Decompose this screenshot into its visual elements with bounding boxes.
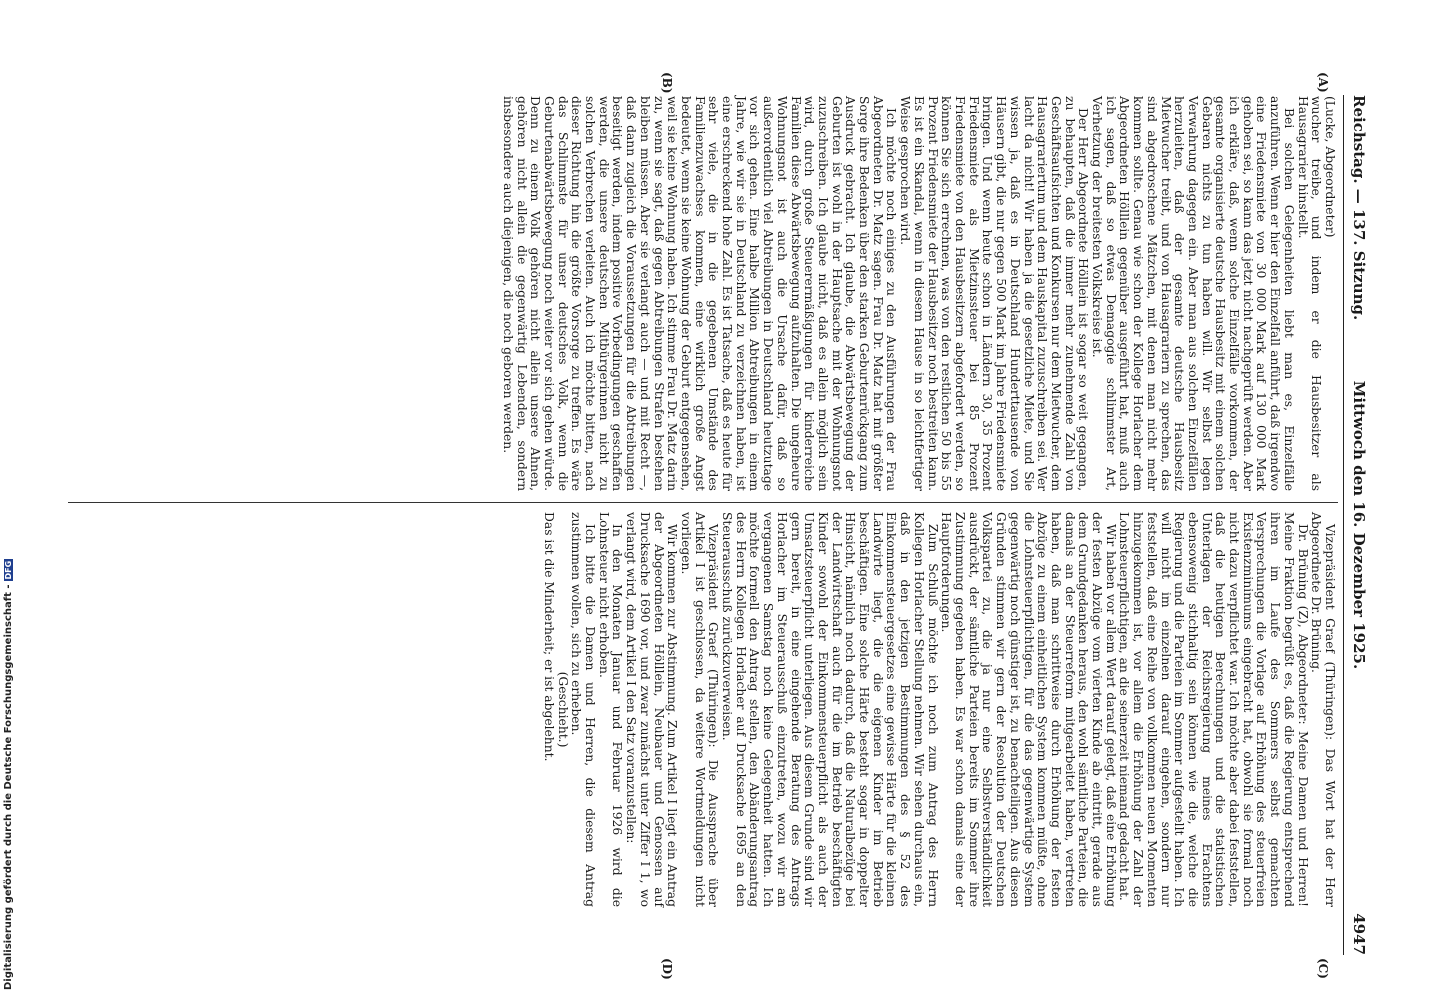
margin-mark-c: (C) [1316, 958, 1330, 979]
paragraph: (Geschieht.) [555, 671, 570, 748]
paragraph: (Lucke, Abgeordneter) [1323, 96, 1337, 238]
paragraph: In den Monaten Januar und Februar 1926 wird die Lohnsteuer nicht erhoben. [596, 512, 625, 907]
header-session: Reichstag. — 137. Sitzung. [1350, 95, 1368, 321]
right-column [541, 512, 1336, 907]
paragraph: Vizepräsident Graef (Thüringen): Die Aussprache über Artikel I ist geschlossen, da weitere Wortmeldungen nicht vorliegen. [678, 512, 721, 907]
paragraph: Ich möchte noch einiges zu den Ausführungen der Frau Abgeordneten Dr. Matz sagen. Frau Dr. Matz hat mit größter Sorge ihre Bedenken über den starken Geburtenrückgang zum Ausdruck gebracht. Ich glaube, die Abwärtsbewegung der Geburten ist wohl in der Hauptsache mit der Wohnungsnot zuzuschreiben. Ich glaube nicht, daß es allein möglich sein wird, durch große Steuerermäßigungen für kinderreiche Familien diese Abwärtsbewegung aufzuhalten. Die ungeheure Wohnungsnot ist auch die Ursache dafür, daß so außerordentlich viel Abtreibungen in Deutschland heutzutage vor sich gehen. Eine halbe Million Abtreibungen in einem Jahre, wie wir sie in Deutschland zu verzeichnen haben, ist eine erschreckend hohe Zahl. Es ist Tatsache, daß es heute für sehr viele, die in die gegebenen Umstände des Familienzuwachses kommen, eine wirklich große Angst bedeutet, wenn sie keine Wohnung der Geburt entgegensehen, weil sie keine Wohnung haben. Ich stimme Frau Dr. Matz darin zu, wenn sie sagt, daß gegen Abtreibungen Strafen bestehen bleiben müssen. Aber sie verlangt auch — und mit Recht —, daß dann zugleich die Voraussetzungen für die Abtreibungen beseitigt werden, indem positive Vorbedingungen geschaffen werden, die unsere deutschen Mitbürgerinnen nicht zu solchen Verbrechen verleiten. Auch ich möchte bitten, nach dieser Richtung hin die größte Vorsorge zu treffen. Es wäre das Schlimmste für unser deutsches Volk, wenn die Geburtenabwärtsbewegung noch weiter vor sich gehen würde. Denn zu einem Volk gehören nicht allein unsere Ahnen, gehören nicht allein die gegenwärtig Lebenden, sondern insbesondere auch diejenigen, die noch geboren werden. [500, 96, 899, 491]
digitization-text: Digitalisierung gefördert durch die Deutsche Forschungsgemeinschaft - [3, 584, 14, 990]
column-divider [68, 502, 1338, 503]
dfg-logo: DFG [4, 560, 13, 580]
margin-mark-a: (A) [1316, 72, 1330, 93]
paragraph: Zum Schluß möchte ich noch zum Antrag des Herrn Kollegen Horlacher Stellung nehmen. Wir sehen durchaus ein, daß in den jetzigen Bestimmungen des § 52 des Einkommensteuergesetzes eine gewisse Härte für die kleinen Landwirte liegt, die die eigenen Kinder im Betrieb beschäftigen. Eine solche Härte besteht sogar in doppelter Hinsicht, nämlich noch dadurch, daß die Naturalbezüge bei der Landwirtschaft auch für die im Betrieb beschäftigten Kinder sowohl der Einkommensteuerpflicht als auch der Umsatzsteuerpflicht unterliegen. Aus diesem Grunde sind wir gern bereit, in eine eingehende Beratung des Antrags Horlacher im Steuerausschuß einzutreten, wozu wir am vergangenen Samstag noch keine Gelegenheit hatten. Ich möchte formell den Antrag stellen, den Abänderungsantrag des Herrn Kollegen Horlacher auf Drucksache 1695 an den Steuerausschuß zurückzuverweisen. [720, 512, 940, 907]
digitization-note [3, 560, 19, 990]
margin-mark-b: (B) [660, 72, 674, 94]
paragraph: Dr. Brüning (Z), Abgeordneter: Meine Damen und Herren! Meine Fraktion begrüßt es, daß die Regierung entsprechend ihren im Laufe des Sommers selbst gemachten Versprechungen die Vorlage auf Erhöhung des steuerfreien Existenzminimums eingebracht hat, obwohl sie formal noch nicht dazu verpflichtet war. Ich möchte aber dabei feststellen, daß die heutigen Berechnungen und die statistischen Unterlagen der Reichsregierung meines Erachtens ebensowenig stichhaltig sein können wie die, welche die Regierung und die Parteien im Sommer aufgestellt haben. Ich will nicht im einzelnen darauf eingehen, sondern nur feststellen, daß eine Reihe von vollkommen neuen Momenten hinzugekommen ist, vor allem die Erhöhung der Zahl der Lohnsteuerpflichtigen, an die seinerzeit niemand gedacht hat. [1117, 512, 1310, 907]
paragraph: Wir haben vor allem Wert darauf gelegt, daß eine Erhöhung der festen Abzüge vom vierten Kinde ab eintritt, gerade aus dem Grundgedanken heraus, den wohl sämtliche Parteien, die damals an der Steuerreform mitgearbeitet haben, vertreten haben, daß man schrittweise durch Erhöhung der festen Abzüge zu einem einheitlichen System kommen müßte, ohne die Lohnsteuerpflichtigen, für die das gegenwärtige System gegenwärtig noch günstiger ist, zu benachteiligen. Aus diesen Gründen stimmen wir gern der Resolution der Deutschen Volkspartei zu, die ja nur eine Selbstverständlichkeit ausdrückt, der sämtliche Parteien bereits im Sommer ihre Zustimmung gegeben haben. Es war schon damals eine der Hauptforderungen. [939, 512, 1118, 907]
margin-mark-d: (D) [660, 958, 674, 980]
page-header [1346, 95, 1368, 955]
paragraph: Ich bitte die Damen und Herren, die diesem Antrag zustimmen wollen, sich zu erheben. [569, 512, 598, 907]
paragraph: Der Herr Abgeordnete Hölllein ist sogar so weit gegangen, zu behaupten, daß die immer mehr zunehmende Zahl von Geschäftsaufsichten und Konkursen nur dem Mietwucher, dem Hausagrariertum und dem Hauskapital zuzuschreiben sei. Wer lacht da nicht! Wir haben ja die gesetzliche Miete, und Sie wissen ja, daß es in Deutschland Hunderttausende von Häusern gibt, die nur gegen 500 Mark im Jahre Friedensmiete bringen. Und wenn heute schon in Ländern 30, 35 Prozent Friedensmiete als Mietzinssteuer bei 85 Prozent Friedensmiete von den Hausbesitzern abgefordert werden, so können Sie sich errechnen, was von den restlichen 50 bis 55 Prozent Friedensmiete der Hausbesitzer noch bestreiten kann. Es ist ein Skandal, wenn in diesem Hause in so leichtfertiger Weise gesprochen wird. [898, 96, 1091, 491]
header-date: Mittwoch den 16. Dezember 1925. [1350, 380, 1368, 670]
paragraph: Vizepräsident Graef (Thüringen): Das Wort hat der Herr Abgeordnete Dr. Brüning. [1309, 512, 1337, 907]
paragraph: Bei solchen Gelegenheiten liebt man es, Einzelfälle anzuführen. Wenn er hier den Einzelfall anführt, daß irgendwo eine Friedensmiete von 30 000 Mark auf 130 000 Mark gehoben sei, so kann das jetzt nicht nachgeprüft werden. Aber ich erkläre, daß, wenn solche Einzelfälle vorkommen, der gesamte organisierte deutsche Hausbesitz mit einem solchen Gebaren nichts zu tun haben will. Wir selbst legen Verwahrung dagegen ein. Aber man aus solchen Einzelfällen herzuleiten, daß der gesamte deutsche Hausbesitz Mietwucher treibt, und von Hausagrariern zu sprechen, das sind abgedroschene Mätzchen, mit denen man nicht mehr kommen sollte. Genau wie schon der Kollege Horlacher dem Abgeordneten Hölllein gegenüber ausgeführt hat, muß auch ich sagen, daß so etwas Demagogie schlimmster Art, Verhetzung der breitesten Volkskreise ist. [1090, 96, 1296, 491]
paragraph: Wir kommen zur Abstimmung. Zum Artikel I liegt ein Antrag der Abgeordneten Hölllein, Neubauer und Genossen auf Drucksache 1690 vor, und zwar zunächst unter Ziffer I 1, wo verlangt wird, dem Artikel I den Satz voranzustellen: [624, 512, 680, 907]
paragraph: wucher treibe, und indem er die Hausbesitzer als Hausagrarier hinstellt. [1295, 96, 1324, 491]
left-column [500, 96, 1336, 491]
header-page-number: 4947 [1350, 913, 1368, 955]
paragraph: Das ist die Minderheit; er ist abgelehnt. [541, 512, 556, 762]
header-rule [1343, 95, 1344, 955]
